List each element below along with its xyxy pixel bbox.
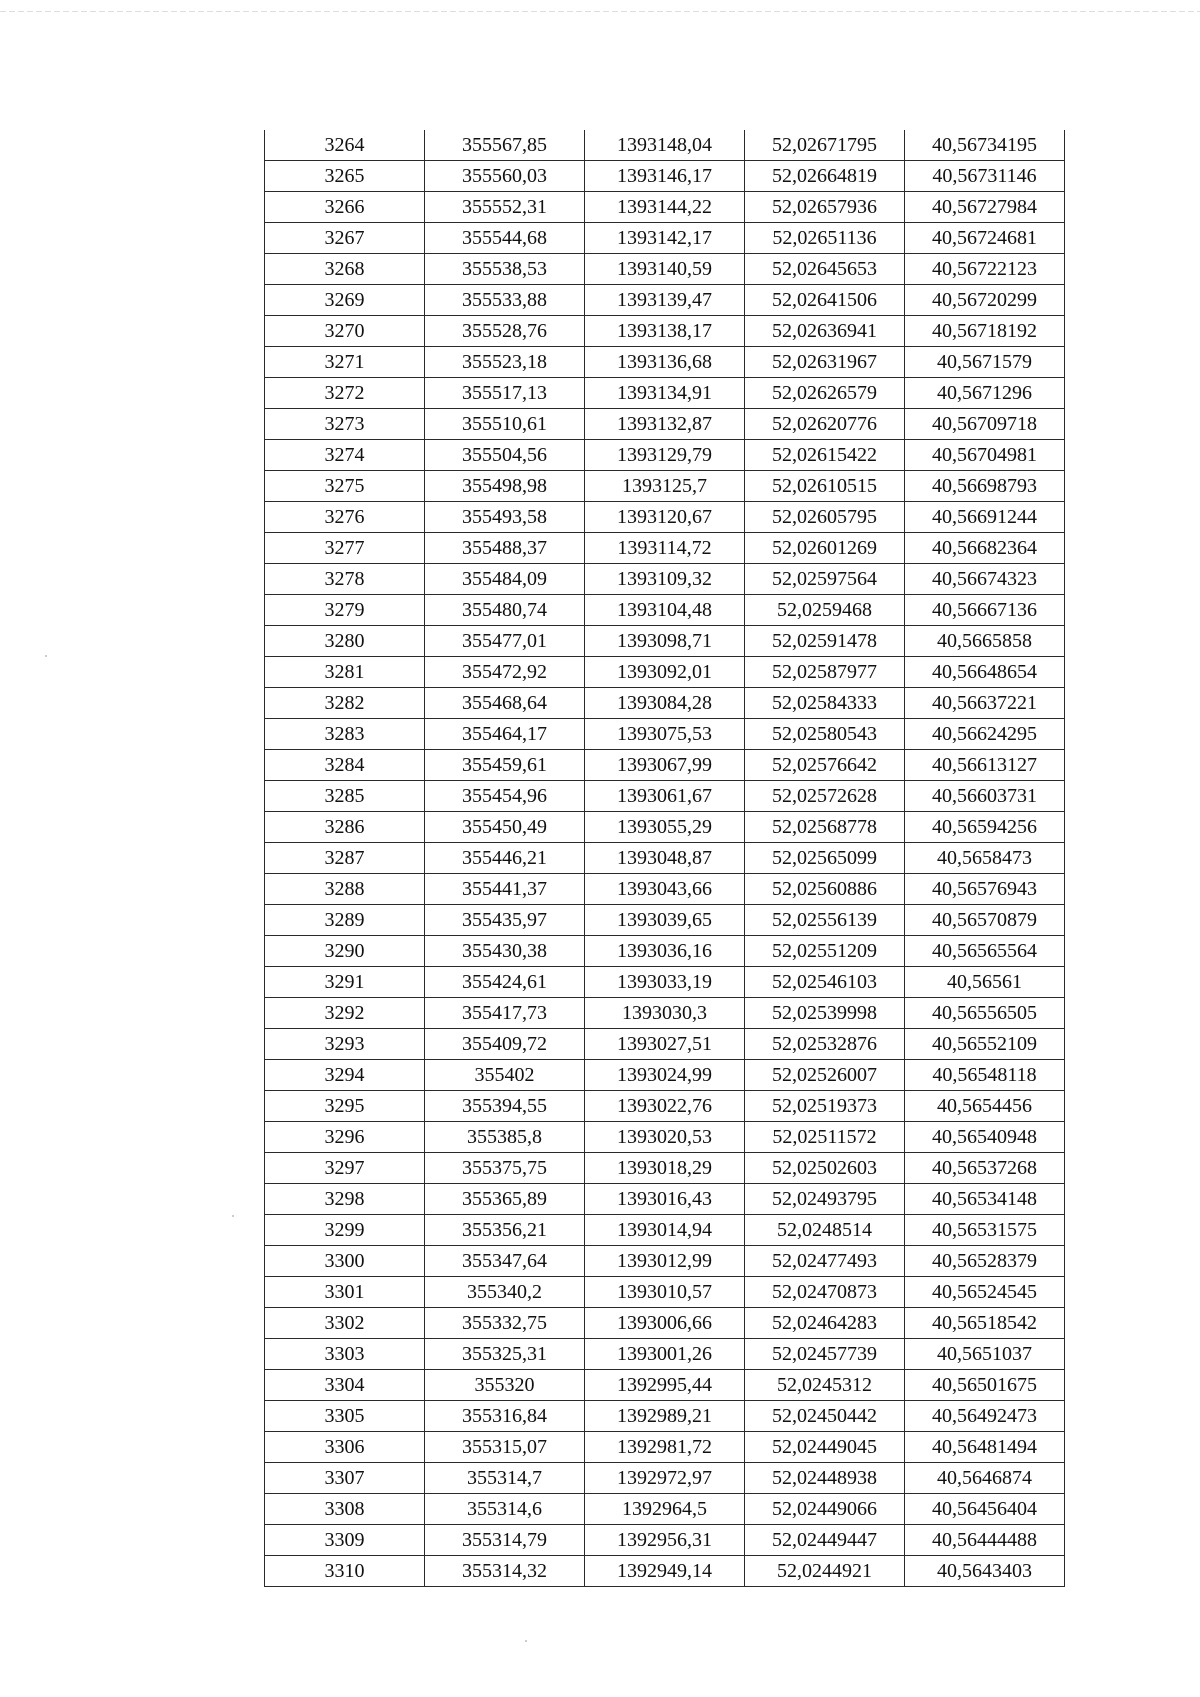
x-coordinate-cell: 355544,68 (425, 223, 585, 254)
longitude-cell: 40,56724681 (905, 223, 1065, 254)
longitude-cell: 40,5671296 (905, 378, 1065, 409)
point-number-cell: 3306 (265, 1432, 425, 1463)
x-coordinate-cell: 355468,64 (425, 688, 585, 719)
y-coordinate-cell: 1393136,68 (585, 347, 745, 378)
point-number-cell: 3270 (265, 316, 425, 347)
y-coordinate-cell: 1393139,47 (585, 285, 745, 316)
x-coordinate-cell: 355314,32 (425, 1556, 585, 1587)
table-row (265, 285, 1065, 316)
point-number-cell: 3282 (265, 688, 425, 719)
latitude-cell: 52,02493795 (745, 1184, 905, 1215)
latitude-cell: 52,02651136 (745, 223, 905, 254)
longitude-cell: 40,56537268 (905, 1153, 1065, 1184)
table-row (265, 998, 1065, 1029)
table-row (265, 1556, 1065, 1587)
longitude-cell: 40,56481494 (905, 1432, 1065, 1463)
table-row (265, 1463, 1065, 1494)
y-coordinate-cell: 1392964,5 (585, 1494, 745, 1525)
y-coordinate-cell: 1393024,99 (585, 1060, 745, 1091)
table-row (265, 502, 1065, 533)
table-row (265, 1246, 1065, 1277)
table-row (265, 1525, 1065, 1556)
y-coordinate-cell: 1393061,67 (585, 781, 745, 812)
longitude-cell: 40,56734195 (905, 130, 1065, 161)
point-number-cell: 3284 (265, 750, 425, 781)
x-coordinate-cell: 355477,01 (425, 626, 585, 657)
longitude-cell: 40,56570879 (905, 905, 1065, 936)
y-coordinate-cell: 1393039,65 (585, 905, 745, 936)
table-row (265, 1401, 1065, 1432)
point-number-cell: 3285 (265, 781, 425, 812)
y-coordinate-cell: 1393125,7 (585, 471, 745, 502)
x-coordinate-cell: 355394,55 (425, 1091, 585, 1122)
point-number-cell: 3300 (265, 1246, 425, 1277)
scan-speck (45, 655, 47, 657)
longitude-cell: 40,56667136 (905, 595, 1065, 626)
x-coordinate-cell: 355314,79 (425, 1525, 585, 1556)
y-coordinate-cell: 1393043,66 (585, 874, 745, 905)
y-coordinate-cell: 1393018,29 (585, 1153, 745, 1184)
latitude-cell: 52,02626579 (745, 378, 905, 409)
table-row (265, 719, 1065, 750)
table-row (265, 440, 1065, 471)
longitude-cell: 40,56731146 (905, 161, 1065, 192)
x-coordinate-cell: 355325,31 (425, 1339, 585, 1370)
latitude-cell: 52,02532876 (745, 1029, 905, 1060)
longitude-cell: 40,56534148 (905, 1184, 1065, 1215)
x-coordinate-cell: 355533,88 (425, 285, 585, 316)
y-coordinate-cell: 1393134,91 (585, 378, 745, 409)
table-row (265, 657, 1065, 688)
x-coordinate-cell: 355441,37 (425, 874, 585, 905)
point-number-cell: 3308 (265, 1494, 425, 1525)
table-row (265, 905, 1065, 936)
x-coordinate-cell: 355504,56 (425, 440, 585, 471)
table-row (265, 471, 1065, 502)
latitude-cell: 52,02641506 (745, 285, 905, 316)
point-number-cell: 3287 (265, 843, 425, 874)
y-coordinate-cell: 1393109,32 (585, 564, 745, 595)
x-coordinate-cell: 355315,07 (425, 1432, 585, 1463)
y-coordinate-cell: 1392956,31 (585, 1525, 745, 1556)
table-row (265, 812, 1065, 843)
x-coordinate-cell: 355498,98 (425, 471, 585, 502)
x-coordinate-cell: 355454,96 (425, 781, 585, 812)
y-coordinate-cell: 1393036,16 (585, 936, 745, 967)
table-row (265, 347, 1065, 378)
latitude-cell: 52,02464283 (745, 1308, 905, 1339)
x-coordinate-cell: 355567,85 (425, 130, 585, 161)
point-number-cell: 3294 (265, 1060, 425, 1091)
table-row (265, 409, 1065, 440)
point-number-cell: 3309 (265, 1525, 425, 1556)
longitude-cell: 40,56531575 (905, 1215, 1065, 1246)
latitude-cell: 52,02448938 (745, 1463, 905, 1494)
longitude-cell: 40,56576943 (905, 874, 1065, 905)
longitude-cell: 40,56613127 (905, 750, 1065, 781)
x-coordinate-cell: 355488,37 (425, 533, 585, 564)
longitude-cell: 40,56720299 (905, 285, 1065, 316)
table-row (265, 688, 1065, 719)
table-row (265, 1122, 1065, 1153)
y-coordinate-cell: 1393084,28 (585, 688, 745, 719)
table-row (265, 1184, 1065, 1215)
latitude-cell: 52,02587977 (745, 657, 905, 688)
y-coordinate-cell: 1393075,53 (585, 719, 745, 750)
latitude-cell: 52,0259468 (745, 595, 905, 626)
table-row (265, 378, 1065, 409)
point-number-cell: 3273 (265, 409, 425, 440)
latitude-cell: 52,02511572 (745, 1122, 905, 1153)
x-coordinate-cell: 355365,89 (425, 1184, 585, 1215)
table-row (265, 161, 1065, 192)
table-row (265, 1060, 1065, 1091)
y-coordinate-cell: 1393067,99 (585, 750, 745, 781)
table-row (265, 254, 1065, 285)
latitude-cell: 52,02636941 (745, 316, 905, 347)
point-number-cell: 3271 (265, 347, 425, 378)
table-row (265, 843, 1065, 874)
latitude-cell: 52,02560886 (745, 874, 905, 905)
longitude-cell: 40,56637221 (905, 688, 1065, 719)
y-coordinate-cell: 1393148,04 (585, 130, 745, 161)
longitude-cell: 40,56704981 (905, 440, 1065, 471)
longitude-cell: 40,56548118 (905, 1060, 1065, 1091)
point-number-cell: 3269 (265, 285, 425, 316)
longitude-cell: 40,5654456 (905, 1091, 1065, 1122)
y-coordinate-cell: 1393012,99 (585, 1246, 745, 1277)
y-coordinate-cell: 1392989,21 (585, 1401, 745, 1432)
point-number-cell: 3303 (265, 1339, 425, 1370)
longitude-cell: 40,56624295 (905, 719, 1065, 750)
latitude-cell: 52,02657936 (745, 192, 905, 223)
y-coordinate-cell: 1392949,14 (585, 1556, 745, 1587)
point-number-cell: 3290 (265, 936, 425, 967)
point-number-cell: 3301 (265, 1277, 425, 1308)
longitude-cell: 40,56561 (905, 967, 1065, 998)
point-number-cell: 3279 (265, 595, 425, 626)
x-coordinate-cell: 355528,76 (425, 316, 585, 347)
table-row (265, 936, 1065, 967)
y-coordinate-cell: 1393027,51 (585, 1029, 745, 1060)
longitude-cell: 40,56698793 (905, 471, 1065, 502)
longitude-cell: 40,56492473 (905, 1401, 1065, 1432)
latitude-cell: 52,02610515 (745, 471, 905, 502)
x-coordinate-cell: 355356,21 (425, 1215, 585, 1246)
point-number-cell: 3266 (265, 192, 425, 223)
scan-speck (232, 1215, 234, 1217)
x-coordinate-cell: 355435,97 (425, 905, 585, 936)
y-coordinate-cell: 1393014,94 (585, 1215, 745, 1246)
longitude-cell: 40,56552109 (905, 1029, 1065, 1060)
y-coordinate-cell: 1393098,71 (585, 626, 745, 657)
latitude-cell: 52,0248514 (745, 1215, 905, 1246)
point-number-cell: 3286 (265, 812, 425, 843)
latitude-cell: 52,02572628 (745, 781, 905, 812)
x-coordinate-cell: 355484,09 (425, 564, 585, 595)
table-row (265, 781, 1065, 812)
latitude-cell: 52,02568778 (745, 812, 905, 843)
latitude-cell: 52,02556139 (745, 905, 905, 936)
y-coordinate-cell: 1393016,43 (585, 1184, 745, 1215)
point-number-cell: 3295 (265, 1091, 425, 1122)
point-number-cell: 3277 (265, 533, 425, 564)
y-coordinate-cell: 1393144,22 (585, 192, 745, 223)
table-row (265, 192, 1065, 223)
longitude-cell: 40,5665858 (905, 626, 1065, 657)
latitude-cell: 52,02664819 (745, 161, 905, 192)
longitude-cell: 40,5651037 (905, 1339, 1065, 1370)
y-coordinate-cell: 1393022,76 (585, 1091, 745, 1122)
coordinates-table (264, 130, 1065, 1587)
point-number-cell: 3296 (265, 1122, 425, 1153)
latitude-cell: 52,02597564 (745, 564, 905, 595)
y-coordinate-cell: 1393114,72 (585, 533, 745, 564)
point-number-cell: 3288 (265, 874, 425, 905)
longitude-cell: 40,56718192 (905, 316, 1065, 347)
longitude-cell: 40,56518542 (905, 1308, 1065, 1339)
table-row (265, 595, 1065, 626)
latitude-cell: 52,02449447 (745, 1525, 905, 1556)
scan-edge-line (0, 11, 1200, 12)
longitude-cell: 40,56603731 (905, 781, 1065, 812)
x-coordinate-cell: 355316,84 (425, 1401, 585, 1432)
longitude-cell: 40,56727984 (905, 192, 1065, 223)
x-coordinate-cell: 355409,72 (425, 1029, 585, 1060)
point-number-cell: 3278 (265, 564, 425, 595)
x-coordinate-cell: 355459,61 (425, 750, 585, 781)
table-row (265, 1432, 1065, 1463)
longitude-cell: 40,56501675 (905, 1370, 1065, 1401)
x-coordinate-cell: 355402 (425, 1060, 585, 1091)
y-coordinate-cell: 1393001,26 (585, 1339, 745, 1370)
longitude-cell: 40,5671579 (905, 347, 1065, 378)
point-number-cell: 3289 (265, 905, 425, 936)
x-coordinate-cell: 355538,53 (425, 254, 585, 285)
point-number-cell: 3297 (265, 1153, 425, 1184)
latitude-cell: 52,02601269 (745, 533, 905, 564)
y-coordinate-cell: 1393055,29 (585, 812, 745, 843)
longitude-cell: 40,5643403 (905, 1556, 1065, 1587)
point-number-cell: 3274 (265, 440, 425, 471)
point-number-cell: 3310 (265, 1556, 425, 1587)
latitude-cell: 52,02457739 (745, 1339, 905, 1370)
longitude-cell: 40,56540948 (905, 1122, 1065, 1153)
longitude-cell: 40,56722123 (905, 254, 1065, 285)
longitude-cell: 40,56594256 (905, 812, 1065, 843)
point-number-cell: 3264 (265, 130, 425, 161)
y-coordinate-cell: 1392995,44 (585, 1370, 745, 1401)
x-coordinate-cell: 355517,13 (425, 378, 585, 409)
latitude-cell: 52,02450442 (745, 1401, 905, 1432)
table-row (265, 1370, 1065, 1401)
longitude-cell: 40,56648654 (905, 657, 1065, 688)
latitude-cell: 52,02631967 (745, 347, 905, 378)
point-number-cell: 3291 (265, 967, 425, 998)
point-number-cell: 3307 (265, 1463, 425, 1494)
longitude-cell: 40,56709718 (905, 409, 1065, 440)
longitude-cell: 40,56528379 (905, 1246, 1065, 1277)
latitude-cell: 52,02615422 (745, 440, 905, 471)
latitude-cell: 52,02519373 (745, 1091, 905, 1122)
latitude-cell: 52,02565099 (745, 843, 905, 874)
point-number-cell: 3272 (265, 378, 425, 409)
x-coordinate-cell: 355375,75 (425, 1153, 585, 1184)
x-coordinate-cell: 355417,73 (425, 998, 585, 1029)
y-coordinate-cell: 1393092,01 (585, 657, 745, 688)
latitude-cell: 52,02620776 (745, 409, 905, 440)
point-number-cell: 3275 (265, 471, 425, 502)
point-number-cell: 3265 (265, 161, 425, 192)
point-number-cell: 3268 (265, 254, 425, 285)
table-row (265, 130, 1065, 161)
latitude-cell: 52,02546103 (745, 967, 905, 998)
longitude-cell: 40,5658473 (905, 843, 1065, 874)
point-number-cell: 3304 (265, 1370, 425, 1401)
y-coordinate-cell: 1393048,87 (585, 843, 745, 874)
table-row (265, 564, 1065, 595)
y-coordinate-cell: 1393132,87 (585, 409, 745, 440)
y-coordinate-cell: 1393129,79 (585, 440, 745, 471)
table-row (265, 1029, 1065, 1060)
table-row (265, 750, 1065, 781)
latitude-cell: 52,02539998 (745, 998, 905, 1029)
latitude-cell: 52,02449045 (745, 1432, 905, 1463)
table-row (265, 1215, 1065, 1246)
y-coordinate-cell: 1393138,17 (585, 316, 745, 347)
y-coordinate-cell: 1393020,53 (585, 1122, 745, 1153)
x-coordinate-cell: 355347,64 (425, 1246, 585, 1277)
point-number-cell: 3293 (265, 1029, 425, 1060)
table-row (265, 1277, 1065, 1308)
latitude-cell: 52,02502603 (745, 1153, 905, 1184)
x-coordinate-cell: 355472,92 (425, 657, 585, 688)
y-coordinate-cell: 1392981,72 (585, 1432, 745, 1463)
longitude-cell: 40,56674323 (905, 564, 1065, 595)
latitude-cell: 52,02605795 (745, 502, 905, 533)
point-number-cell: 3280 (265, 626, 425, 657)
point-number-cell: 3302 (265, 1308, 425, 1339)
table-row (265, 626, 1065, 657)
longitude-cell: 40,56524545 (905, 1277, 1065, 1308)
longitude-cell: 40,56682364 (905, 533, 1065, 564)
y-coordinate-cell: 1393140,59 (585, 254, 745, 285)
latitude-cell: 52,02645653 (745, 254, 905, 285)
table-row (265, 1153, 1065, 1184)
table-row (265, 223, 1065, 254)
table-row (265, 1494, 1065, 1525)
x-coordinate-cell: 355430,38 (425, 936, 585, 967)
point-number-cell: 3298 (265, 1184, 425, 1215)
longitude-cell: 40,56691244 (905, 502, 1065, 533)
x-coordinate-cell: 355552,31 (425, 192, 585, 223)
x-coordinate-cell: 355560,03 (425, 161, 585, 192)
x-coordinate-cell: 355450,49 (425, 812, 585, 843)
point-number-cell: 3276 (265, 502, 425, 533)
table-row (265, 1308, 1065, 1339)
x-coordinate-cell: 355446,21 (425, 843, 585, 874)
latitude-cell: 52,02551209 (745, 936, 905, 967)
point-number-cell: 3299 (265, 1215, 425, 1246)
point-number-cell: 3281 (265, 657, 425, 688)
latitude-cell: 52,02584333 (745, 688, 905, 719)
latitude-cell: 52,0245312 (745, 1370, 905, 1401)
x-coordinate-cell: 355340,2 (425, 1277, 585, 1308)
table-row (265, 316, 1065, 347)
longitude-cell: 40,56556505 (905, 998, 1065, 1029)
y-coordinate-cell: 1393142,17 (585, 223, 745, 254)
x-coordinate-cell: 355480,74 (425, 595, 585, 626)
y-coordinate-cell: 1393104,48 (585, 595, 745, 626)
latitude-cell: 52,02591478 (745, 626, 905, 657)
point-number-cell: 3292 (265, 998, 425, 1029)
y-coordinate-cell: 1392972,97 (585, 1463, 745, 1494)
x-coordinate-cell: 355332,75 (425, 1308, 585, 1339)
point-number-cell: 3267 (265, 223, 425, 254)
x-coordinate-cell: 355464,17 (425, 719, 585, 750)
y-coordinate-cell: 1393120,67 (585, 502, 745, 533)
latitude-cell: 52,0244921 (745, 1556, 905, 1587)
y-coordinate-cell: 1393033,19 (585, 967, 745, 998)
y-coordinate-cell: 1393010,57 (585, 1277, 745, 1308)
longitude-cell: 40,56456404 (905, 1494, 1065, 1525)
latitude-cell: 52,02470873 (745, 1277, 905, 1308)
table-row (265, 967, 1065, 998)
latitude-cell: 52,02477493 (745, 1246, 905, 1277)
latitude-cell: 52,02449066 (745, 1494, 905, 1525)
x-coordinate-cell: 355510,61 (425, 409, 585, 440)
latitude-cell: 52,02580543 (745, 719, 905, 750)
x-coordinate-cell: 355314,6 (425, 1494, 585, 1525)
longitude-cell: 40,5646874 (905, 1463, 1065, 1494)
x-coordinate-cell: 355493,58 (425, 502, 585, 533)
longitude-cell: 40,56565564 (905, 936, 1065, 967)
x-coordinate-cell: 355385,8 (425, 1122, 585, 1153)
point-number-cell: 3305 (265, 1401, 425, 1432)
y-coordinate-cell: 1393006,66 (585, 1308, 745, 1339)
table-row (265, 874, 1065, 905)
y-coordinate-cell: 1393030,3 (585, 998, 745, 1029)
latitude-cell: 52,02576642 (745, 750, 905, 781)
latitude-cell: 52,02671795 (745, 130, 905, 161)
coordinates-table-body (265, 130, 1065, 1587)
table-row (265, 1339, 1065, 1370)
x-coordinate-cell: 355523,18 (425, 347, 585, 378)
y-coordinate-cell: 1393146,17 (585, 161, 745, 192)
x-coordinate-cell: 355314,7 (425, 1463, 585, 1494)
x-coordinate-cell: 355320 (425, 1370, 585, 1401)
point-number-cell: 3283 (265, 719, 425, 750)
table-row (265, 533, 1065, 564)
scan-speck (525, 1640, 527, 1642)
latitude-cell: 52,02526007 (745, 1060, 905, 1091)
x-coordinate-cell: 355424,61 (425, 967, 585, 998)
table-row (265, 1091, 1065, 1122)
longitude-cell: 40,56444488 (905, 1525, 1065, 1556)
